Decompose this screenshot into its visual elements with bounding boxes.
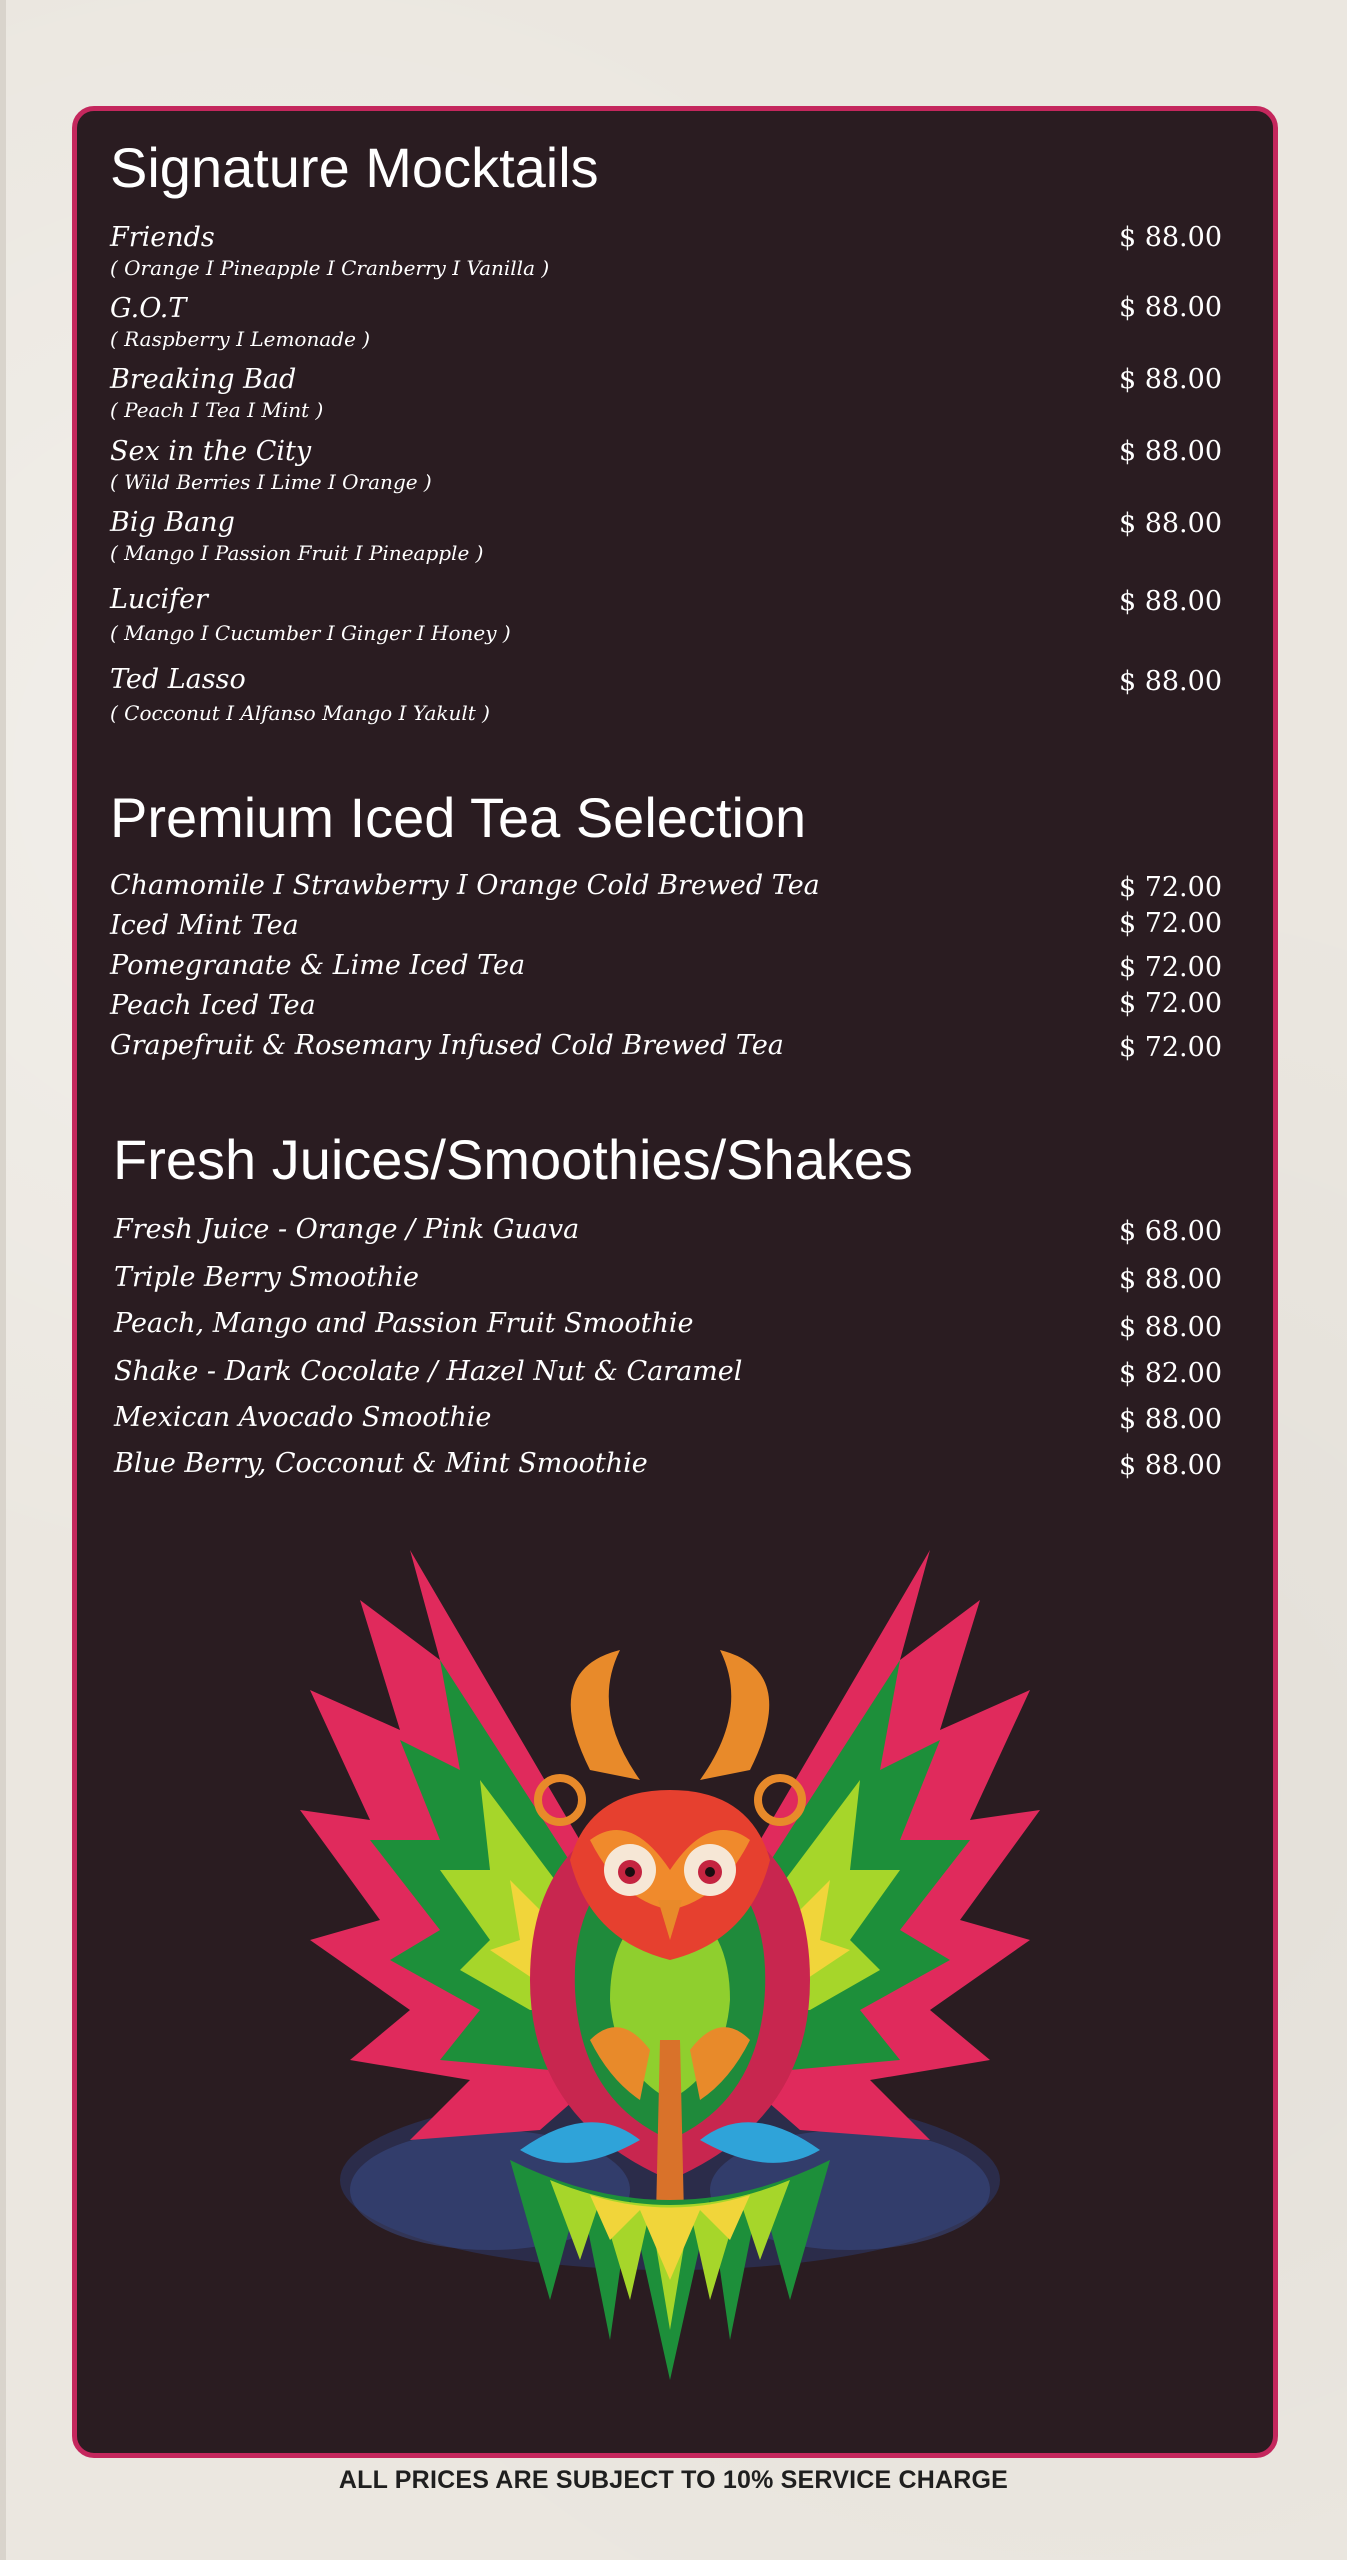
item-name: Lucifer — [110, 584, 208, 615]
section-title-iced-tea: Premium Iced Tea Selection — [110, 786, 807, 849]
item-name: Breaking Bad — [110, 364, 297, 395]
item-name: Peach, Mango and Passion Fruit Smoothie — [114, 1308, 694, 1339]
item-price: $ 72.00 — [1118, 988, 1222, 1019]
item-price: $ 88.00 — [1118, 508, 1222, 539]
item-price: $ 88.00 — [1118, 1312, 1222, 1343]
item-description: ( Mango I Passion Fruit I Pineapple ) — [110, 541, 484, 565]
item-description: ( Cocconut I Alfanso Mango I Yakult ) — [110, 701, 490, 725]
item-name: Peach Iced Tea — [110, 990, 316, 1021]
item-name: Big Bang — [110, 507, 235, 538]
item-price: $ 88.00 — [1118, 666, 1222, 697]
item-name: Fresh Juice - Orange / Pink Guava — [114, 1214, 580, 1245]
item-name: Blue Berry, Cocconut & Mint Smoothie — [114, 1448, 648, 1479]
item-price: $ 68.00 — [1118, 1216, 1222, 1247]
page-edge — [0, 0, 6, 2560]
item-name: Friends — [110, 222, 215, 253]
item-price: $ 88.00 — [1118, 222, 1222, 253]
item-price: $ 82.00 — [1118, 1358, 1222, 1389]
item-price: $ 72.00 — [1118, 952, 1222, 983]
item-price: $ 88.00 — [1118, 1264, 1222, 1295]
item-price: $ 72.00 — [1118, 1032, 1222, 1063]
item-description: ( Mango I Cucumber I Ginger I Honey ) — [110, 621, 511, 645]
item-name: Sex in the City — [110, 436, 312, 467]
item-description: ( Peach I Tea I Mint ) — [110, 398, 324, 422]
item-price: $ 88.00 — [1118, 1404, 1222, 1435]
item-name: Triple Berry Smoothie — [114, 1262, 419, 1293]
item-price: $ 88.00 — [1118, 364, 1222, 395]
item-name: G.O.T — [110, 293, 187, 324]
item-price: $ 88.00 — [1118, 436, 1222, 467]
item-price: $ 88.00 — [1118, 1450, 1222, 1481]
item-description: ( Wild Berries I Lime I Orange ) — [110, 470, 432, 494]
service-charge-note: ALL PRICES ARE SUBJECT TO 10% SERVICE CHARGE — [338, 2466, 1009, 2494]
section-title-mocktails: Signature Mocktails — [110, 136, 599, 199]
item-name: Grapefruit & Rosemary Infused Cold Brewed Tea — [110, 1030, 784, 1061]
item-description: ( Raspberry I Lemonade ) — [110, 327, 371, 351]
item-description: ( Orange I Pineapple I Cranberry I Vanilla ) — [110, 256, 550, 280]
item-name: Iced Mint Tea — [110, 910, 299, 941]
item-name: Ted Lasso — [110, 664, 246, 695]
item-name: Shake - Dark Cocolate / Hazel Nut & Caramel — [114, 1356, 743, 1387]
owl-illustration-icon — [290, 1540, 1050, 2420]
item-price: $ 88.00 — [1118, 586, 1222, 617]
item-price: $ 88.00 — [1118, 292, 1222, 323]
section-title-juices: Fresh Juices/Smoothies/Shakes — [113, 1128, 913, 1191]
item-name: Chamomile I Strawberry I Orange Cold Brewed Tea — [110, 870, 820, 901]
item-name: Mexican Avocado Smoothie — [114, 1402, 492, 1433]
item-price: $ 72.00 — [1118, 908, 1222, 939]
item-name: Pomegranate & Lime Iced Tea — [110, 950, 526, 981]
item-price: $ 72.00 — [1118, 872, 1222, 903]
